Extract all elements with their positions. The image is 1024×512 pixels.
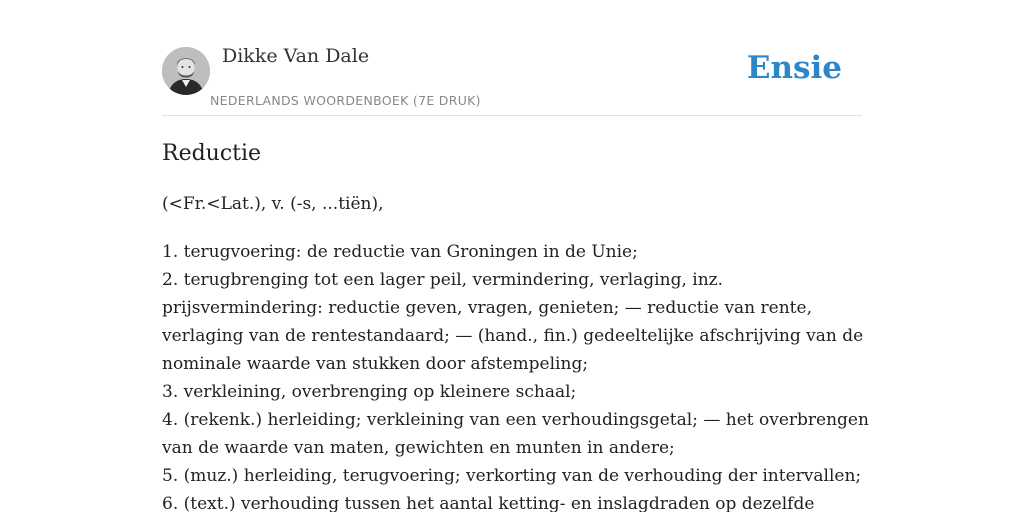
etymology-text: (<Fr.<Lat.), v. (-s, ...tiën),: [162, 194, 384, 214]
author-name[interactable]: Dikke Van Dale: [222, 45, 370, 67]
avatar[interactable]: [162, 47, 210, 95]
definition-line: 1. terugvoering: de reductie van Groningen in de Unie;: [162, 242, 638, 262]
source-label: NEDERLANDS WOORDENBOEK (7E DRUK): [210, 93, 481, 108]
definition-line: 5. (muz.) herleiding, terugvoering; verkorting van de verhouding der intervallen;: [162, 466, 862, 486]
definition-line: verlaging van de rentestandaard; — (hand., fin.) gedeeltelijke afschrijving van de: [162, 326, 864, 346]
definition-line: 4. (rekenk.) herleiding; verkleining van een verhoudingsgetal; — het overbrengen: [162, 410, 869, 430]
definition-line: prijsvermindering: reductie geven, vragen, genieten; — reductie van rente,: [162, 298, 812, 318]
content-container: [162, 0, 869, 512]
portrait-image: [162, 47, 210, 95]
page-title: Reductie: [162, 141, 262, 166]
header: [162, 0, 862, 116]
definition-line: 2. terugbrenging tot een lager peil, vermindering, verlaging, inz.: [162, 270, 723, 290]
definition-line: nominale waarde van stukken door afstempeling;: [162, 354, 589, 374]
definition-line: 6. (text.) verhouding tussen het aantal ketting- en inslagdraden op dezelfde: [162, 494, 815, 512]
definition-line: 3. verkleining, overbrenging op kleinere schaal;: [162, 382, 577, 402]
brand-logo[interactable]: Ensie: [746, 50, 842, 86]
definition-line: van de waarde van maten, gewichten en munten in andere;: [162, 438, 675, 458]
definitions: [162, 238, 882, 512]
